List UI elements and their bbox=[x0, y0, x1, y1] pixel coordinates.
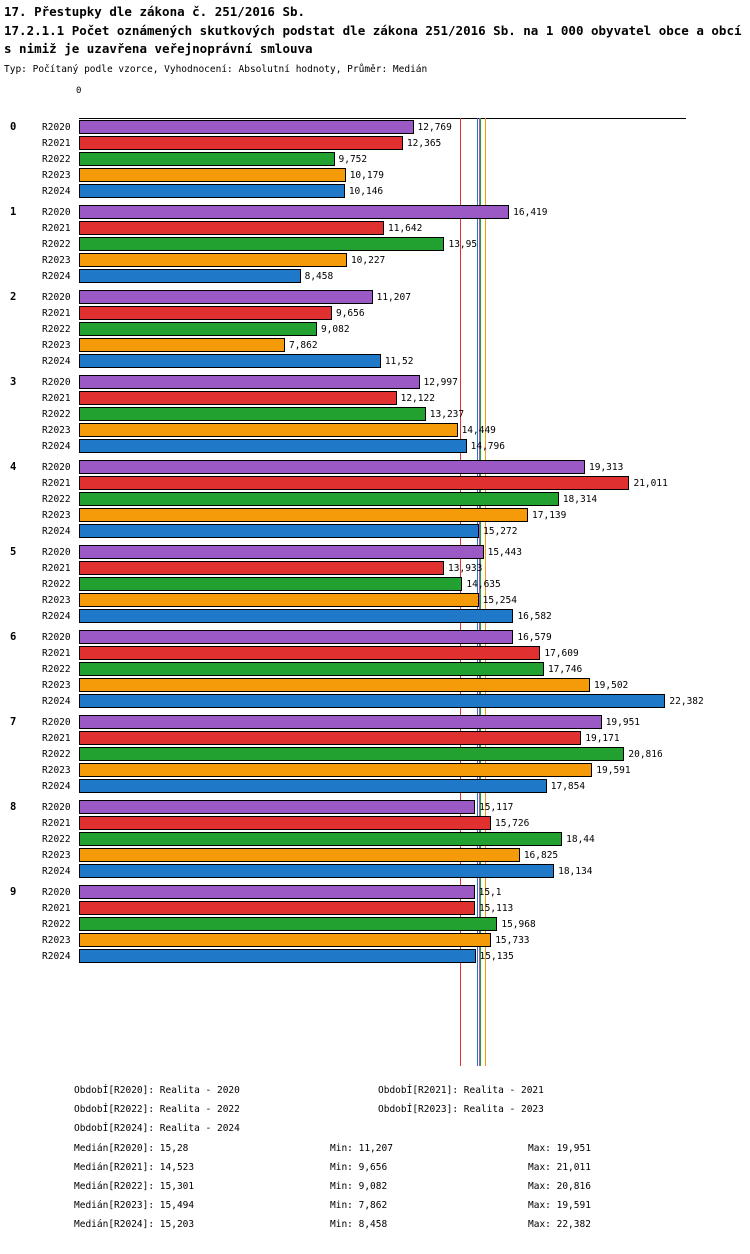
legend-row bbox=[0, 1085, 750, 1104]
bar-row-label: R2023 bbox=[42, 765, 71, 776]
bar-r2021[interactable] bbox=[79, 646, 540, 660]
stats-max-value: Max: 19,951 bbox=[528, 1143, 591, 1154]
bar-r2022[interactable] bbox=[79, 577, 462, 591]
bar-r2021[interactable] bbox=[79, 901, 475, 915]
bar-row-label: R2022 bbox=[42, 239, 71, 250]
bar-row bbox=[0, 730, 750, 746]
bar-r2022[interactable] bbox=[79, 237, 444, 251]
bar-row bbox=[0, 305, 750, 321]
bar-r2020[interactable] bbox=[79, 545, 484, 559]
stats-row bbox=[0, 1143, 750, 1162]
stats-median-value: Medián[R2023]: 15,494 bbox=[74, 1200, 195, 1211]
bar-value-label: 14,635 bbox=[466, 579, 501, 590]
stats-min-value: Min: 8,458 bbox=[330, 1219, 388, 1230]
bar-row-label: R2024 bbox=[42, 866, 71, 877]
bar-value-label: 15,443 bbox=[487, 547, 522, 558]
bar-r2021[interactable] bbox=[79, 561, 444, 575]
bar-row-label: R2021 bbox=[42, 733, 71, 744]
bar-row bbox=[0, 592, 750, 608]
bar-r2021[interactable] bbox=[79, 731, 581, 745]
bar-value-label: 16,579 bbox=[517, 632, 552, 643]
bar-row bbox=[0, 900, 750, 916]
bar-r2020[interactable] bbox=[79, 460, 585, 474]
bar-r2024[interactable] bbox=[79, 269, 301, 283]
bar-value-label: 15,1 bbox=[478, 887, 502, 898]
bar-row bbox=[0, 438, 750, 454]
bar-group bbox=[0, 204, 750, 284]
bar-row bbox=[0, 268, 750, 284]
bar-value-label: 10,179 bbox=[349, 170, 385, 181]
bar-row-label: R2020 bbox=[42, 292, 71, 303]
bar-row bbox=[0, 204, 750, 220]
bar-group bbox=[0, 374, 750, 454]
bar-value-label: 19,171 bbox=[585, 733, 620, 744]
bar-value-label: 16,582 bbox=[517, 611, 552, 622]
bar-row-label: R2020 bbox=[42, 122, 71, 133]
bar-r2024[interactable] bbox=[79, 439, 467, 453]
legend-row bbox=[0, 1123, 750, 1142]
bar-row bbox=[0, 645, 750, 661]
bar-value-label: 12,769 bbox=[417, 122, 452, 133]
bar-value-label: 11,207 bbox=[376, 292, 411, 303]
bar-value-label: 17,139 bbox=[532, 510, 567, 521]
bar-value-label: 15,272 bbox=[483, 526, 518, 537]
bar-r2024[interactable] bbox=[79, 524, 479, 538]
bar-value-label: 12,997 bbox=[423, 377, 458, 388]
bar-row bbox=[0, 693, 750, 709]
group-index-label: 2 bbox=[10, 291, 17, 303]
bar-r2024[interactable] bbox=[79, 694, 665, 708]
legend-entry: ObdobÍ[R2020]: Realita - 2020 bbox=[74, 1085, 240, 1096]
bar-row bbox=[0, 544, 750, 560]
group-index-label: 1 bbox=[10, 206, 17, 218]
bar-value-label: 15,968 bbox=[501, 919, 536, 930]
bar-r2023[interactable] bbox=[79, 508, 528, 522]
bar-row-label: R2022 bbox=[42, 409, 71, 420]
bar-row-label: R2021 bbox=[42, 903, 71, 914]
bar-row bbox=[0, 289, 750, 305]
bar-row bbox=[0, 135, 750, 151]
bar-row-label: R2024 bbox=[42, 951, 71, 962]
bar-value-label: 15,117 bbox=[479, 802, 514, 813]
bar-r2023[interactable] bbox=[79, 168, 346, 182]
bar-row bbox=[0, 236, 750, 252]
bar-row-label: R2020 bbox=[42, 802, 71, 813]
bar-value-label: 9,752 bbox=[338, 154, 368, 165]
bar-row-label: R2021 bbox=[42, 393, 71, 404]
bar-row-label: R2021 bbox=[42, 138, 71, 149]
legend-entry: ObdobÍ[R2021]: Realita - 2021 bbox=[378, 1085, 544, 1096]
bar-r2022[interactable] bbox=[79, 662, 544, 676]
bar-r2024[interactable] bbox=[79, 609, 513, 623]
bar-value-label: 18,314 bbox=[562, 494, 598, 505]
group-index-label: 5 bbox=[10, 546, 17, 558]
bar-row-label: R2021 bbox=[42, 563, 71, 574]
stats-row bbox=[0, 1200, 750, 1219]
bar-row-label: R2020 bbox=[42, 632, 71, 643]
bar-value-label: 10,227 bbox=[350, 255, 386, 266]
bar-value-label: 11,642 bbox=[388, 223, 423, 234]
chart-legend bbox=[0, 1085, 750, 1142]
bar-row bbox=[0, 459, 750, 475]
bar-r2020[interactable] bbox=[79, 290, 373, 304]
bar-row-label: R2022 bbox=[42, 664, 71, 675]
group-index-label: 0 bbox=[10, 121, 17, 133]
bar-row bbox=[0, 863, 750, 879]
group-index-label: 4 bbox=[10, 461, 17, 473]
bar-row-label: R2023 bbox=[42, 340, 71, 351]
bar-row bbox=[0, 932, 750, 948]
bar-group bbox=[0, 119, 750, 199]
bar-group bbox=[0, 459, 750, 539]
bar-row-label: R2024 bbox=[42, 781, 71, 792]
stats-median-value: Medián[R2024]: 15,203 bbox=[74, 1219, 195, 1230]
bar-r2023[interactable] bbox=[79, 593, 479, 607]
bar-group bbox=[0, 714, 750, 794]
bar-row bbox=[0, 406, 750, 422]
bar-row bbox=[0, 714, 750, 730]
bar-r2020[interactable] bbox=[79, 800, 475, 814]
bar-value-label: 21,011 bbox=[633, 478, 668, 489]
bar-row-label: R2024 bbox=[42, 271, 71, 282]
bar-r2020[interactable] bbox=[79, 715, 602, 729]
bar-row-label: R2023 bbox=[42, 510, 71, 521]
bar-r2021[interactable] bbox=[79, 391, 397, 405]
group-index-label: 7 bbox=[10, 716, 17, 728]
bar-value-label: 14,796 bbox=[470, 441, 505, 452]
bar-value-label: 7,862 bbox=[288, 340, 318, 351]
bar-group bbox=[0, 884, 750, 964]
bar-row-label: R2022 bbox=[42, 749, 71, 760]
bar-value-label: 19,313 bbox=[589, 462, 624, 473]
stats-median-value: Medián[R2022]: 15,301 bbox=[74, 1181, 195, 1192]
bar-r2023[interactable] bbox=[79, 423, 458, 437]
bar-r2023[interactable] bbox=[79, 338, 285, 352]
bar-row bbox=[0, 183, 750, 199]
bar-row bbox=[0, 353, 750, 369]
stats-row bbox=[0, 1162, 750, 1181]
bar-r2021[interactable] bbox=[79, 221, 384, 235]
bar-value-label: 15,113 bbox=[478, 903, 514, 914]
page-title-line1: 17. Přestupky dle zákona č. 251/2016 Sb. bbox=[4, 4, 306, 19]
bar-row-label: R2021 bbox=[42, 308, 71, 319]
bar-row bbox=[0, 507, 750, 523]
stats-max-value: Max: 21,011 bbox=[528, 1162, 591, 1173]
bar-row bbox=[0, 119, 750, 135]
bar-row-label: R2023 bbox=[42, 255, 71, 266]
bar-value-label: 15,135 bbox=[479, 951, 514, 962]
group-index-label: 9 bbox=[10, 886, 17, 898]
bar-row-label: R2023 bbox=[42, 680, 71, 691]
bar-r2023[interactable] bbox=[79, 678, 590, 692]
bar-row bbox=[0, 475, 750, 491]
bar-row bbox=[0, 661, 750, 677]
stats-min-value: Min: 9,082 bbox=[330, 1181, 388, 1192]
bar-value-label: 10,146 bbox=[348, 186, 384, 197]
bar-row bbox=[0, 948, 750, 964]
bar-row bbox=[0, 884, 750, 900]
bar-row-label: R2024 bbox=[42, 611, 71, 622]
bar-value-label: 17,746 bbox=[547, 664, 583, 675]
bar-row bbox=[0, 746, 750, 762]
bar-r2020[interactable] bbox=[79, 120, 414, 134]
bar-row-label: R2024 bbox=[42, 696, 71, 707]
bar-group bbox=[0, 544, 750, 624]
bar-r2023[interactable] bbox=[79, 933, 491, 947]
bar-r2021[interactable] bbox=[79, 476, 629, 490]
legend-entry: ObdobÍ[R2023]: Realita - 2023 bbox=[378, 1104, 544, 1115]
bar-r2020[interactable] bbox=[79, 375, 420, 389]
bar-row-label: R2024 bbox=[42, 441, 71, 452]
bar-r2024[interactable] bbox=[79, 779, 547, 793]
stats-median-value: Medián[R2020]: 15,28 bbox=[74, 1143, 189, 1154]
legend-row bbox=[0, 1104, 750, 1123]
chart-statistics bbox=[0, 1143, 750, 1238]
bar-r2021[interactable] bbox=[79, 306, 332, 320]
bar-row bbox=[0, 220, 750, 236]
bar-value-label: 19,502 bbox=[593, 680, 629, 691]
bar-value-label: 17,854 bbox=[550, 781, 586, 792]
bar-row bbox=[0, 815, 750, 831]
legend-entry: ObdobÍ[R2022]: Realita - 2022 bbox=[74, 1104, 240, 1115]
bar-r2020[interactable] bbox=[79, 885, 475, 899]
bar-row-label: R2023 bbox=[42, 425, 71, 436]
bar-row-label: R2024 bbox=[42, 356, 71, 367]
bar-row bbox=[0, 321, 750, 337]
bar-value-label: 20,816 bbox=[628, 749, 663, 760]
bar-row-label: R2021 bbox=[42, 478, 71, 489]
bar-r2023[interactable] bbox=[79, 848, 520, 862]
bar-row bbox=[0, 390, 750, 406]
bar-value-label: 15,726 bbox=[495, 818, 530, 829]
stats-max-value: Max: 20,816 bbox=[528, 1181, 591, 1192]
stats-max-value: Max: 19,591 bbox=[528, 1200, 591, 1211]
stats-row bbox=[0, 1181, 750, 1200]
bar-row-label: R2023 bbox=[42, 850, 71, 861]
bar-row-label: R2020 bbox=[42, 462, 71, 473]
stats-min-value: Min: 7,862 bbox=[330, 1200, 388, 1211]
bar-row bbox=[0, 847, 750, 863]
bar-row bbox=[0, 491, 750, 507]
bar-row-label: R2020 bbox=[42, 207, 71, 218]
bar-row-label: R2020 bbox=[42, 887, 71, 898]
bar-value-label: 12,122 bbox=[400, 393, 435, 404]
bar-row-label: R2023 bbox=[42, 935, 71, 946]
bar-value-label: 16,419 bbox=[513, 207, 548, 218]
bar-row-label: R2022 bbox=[42, 494, 71, 505]
bar-value-label: 19,951 bbox=[605, 717, 641, 728]
bar-row-label: R2022 bbox=[42, 579, 71, 590]
bar-row bbox=[0, 576, 750, 592]
bar-row bbox=[0, 778, 750, 794]
bar-value-label: 16,825 bbox=[523, 850, 559, 861]
bar-value-label: 9,656 bbox=[335, 308, 365, 319]
chart-subtitle: Typ: Počítaný podle vzorce, Vyhodnocení: Absolutní hodnoty, Průměr: Medián bbox=[4, 64, 428, 75]
bar-row-label: R2024 bbox=[42, 186, 71, 197]
bar-row bbox=[0, 629, 750, 645]
legend-entry: ObdobÍ[R2024]: Realita - 2024 bbox=[74, 1123, 240, 1134]
bar-row-label: R2022 bbox=[42, 154, 71, 165]
bar-row-label: R2023 bbox=[42, 170, 71, 181]
stats-min-value: Min: 11,207 bbox=[330, 1143, 393, 1154]
bar-value-label: 17,609 bbox=[544, 648, 579, 659]
axis-zero-label: 0 bbox=[76, 86, 82, 96]
bar-row bbox=[0, 799, 750, 815]
bar-r2022[interactable] bbox=[79, 917, 497, 931]
bar-value-label: 18,134 bbox=[558, 866, 593, 877]
bar-value-label: 19,591 bbox=[596, 765, 631, 776]
bar-row bbox=[0, 831, 750, 847]
bar-r2022[interactable] bbox=[79, 747, 624, 761]
bar-r2023[interactable] bbox=[79, 253, 347, 267]
bar-group bbox=[0, 629, 750, 709]
bar-value-label: 14,449 bbox=[461, 425, 496, 436]
bar-r2022[interactable] bbox=[79, 832, 562, 846]
bar-row bbox=[0, 374, 750, 390]
stats-median-value: Medián[R2021]: 14,523 bbox=[74, 1162, 195, 1173]
page-title-line2: 17.2.1.1 Počet oznámených skutkových podstat dle zákona 251/2016 Sb. na 1 000 obyvatel obce a obcí s nimiž je uzavřena veřejnoprávní smlouva bbox=[4, 23, 742, 56]
group-index-label: 6 bbox=[10, 631, 17, 643]
bar-value-label: 13,933 bbox=[448, 563, 483, 574]
bar-row bbox=[0, 422, 750, 438]
bar-value-label: 18,44 bbox=[566, 834, 595, 845]
bar-r2022[interactable] bbox=[79, 152, 335, 166]
bar-row bbox=[0, 337, 750, 353]
bar-row-label: R2023 bbox=[42, 595, 71, 606]
bar-value-label: 22,382 bbox=[669, 696, 704, 707]
bar-r2024[interactable] bbox=[79, 949, 476, 963]
group-index-label: 8 bbox=[10, 801, 17, 813]
bar-value-label: 15,733 bbox=[495, 935, 530, 946]
bar-r2024[interactable] bbox=[79, 184, 345, 198]
chart-plot-area bbox=[0, 100, 750, 1068]
bar-r2022[interactable] bbox=[79, 407, 426, 421]
bar-value-label: 13,237 bbox=[429, 409, 465, 420]
bar-r2020[interactable] bbox=[79, 630, 513, 644]
bar-row bbox=[0, 523, 750, 539]
bar-row-label: R2021 bbox=[42, 648, 71, 659]
bar-value-label: 15,254 bbox=[482, 595, 517, 606]
bar-row-label: R2021 bbox=[42, 818, 71, 829]
stats-max-value: Max: 22,382 bbox=[528, 1219, 591, 1230]
bar-r2021[interactable] bbox=[79, 816, 491, 830]
bar-row-label: R2020 bbox=[42, 547, 71, 558]
bar-row bbox=[0, 151, 750, 167]
bar-row bbox=[0, 560, 750, 576]
bar-row bbox=[0, 252, 750, 268]
bar-row-label: R2022 bbox=[42, 834, 71, 845]
bar-r2023[interactable] bbox=[79, 763, 592, 777]
bar-r2024[interactable] bbox=[79, 354, 381, 368]
bar-r2020[interactable] bbox=[79, 205, 509, 219]
bar-row-label: R2020 bbox=[42, 717, 71, 728]
bar-group bbox=[0, 289, 750, 369]
bar-row-label: R2022 bbox=[42, 919, 71, 930]
bar-row-label: R2022 bbox=[42, 324, 71, 335]
bar-value-label: 12,365 bbox=[406, 138, 442, 149]
bar-value-label: 8,458 bbox=[304, 271, 334, 282]
group-index-label: 3 bbox=[10, 376, 17, 388]
bar-row bbox=[0, 608, 750, 624]
bar-value-label: 9,082 bbox=[320, 324, 350, 335]
bar-r2024[interactable] bbox=[79, 864, 554, 878]
bar-value-label: 13,95 bbox=[448, 239, 478, 250]
bar-row bbox=[0, 916, 750, 932]
stats-min-value: Min: 9,656 bbox=[330, 1162, 388, 1173]
stats-row bbox=[0, 1219, 750, 1238]
bar-row bbox=[0, 762, 750, 778]
bar-group bbox=[0, 799, 750, 879]
bar-row-label: R2021 bbox=[42, 223, 71, 234]
bar-row-label: R2020 bbox=[42, 377, 71, 388]
bar-row bbox=[0, 167, 750, 183]
bar-r2021[interactable] bbox=[79, 136, 403, 150]
bar-row-label: R2024 bbox=[42, 526, 71, 537]
bar-value-label: 11,52 bbox=[384, 356, 414, 367]
bar-r2022[interactable] bbox=[79, 322, 317, 336]
bar-row bbox=[0, 677, 750, 693]
bar-r2022[interactable] bbox=[79, 492, 559, 506]
